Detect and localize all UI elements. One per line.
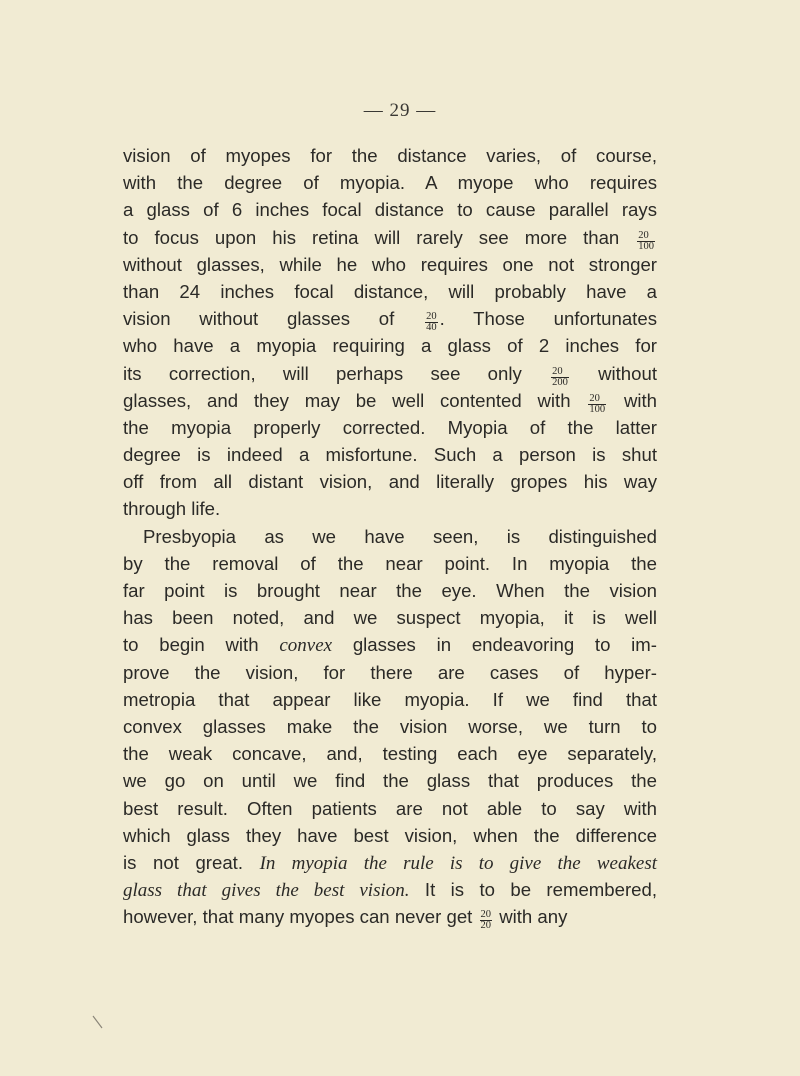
text-line: glasses, and they may be well contented with $\frac{20}{100}$ with [123,389,658,415]
fraction: $\frac{20}{100}$ [589,392,606,415]
text-line: far point is brought near the eye. When the vision [123,580,657,601]
text-line: without glasses, while he who requires one not stronger [123,253,657,275]
text-line: to begin with convex glasses in endeavoring to im- [123,634,657,657]
text-line: degree is indeed a misfortune. Such a person is shut [123,444,657,466]
text-line: who have a myopia requiring a glass of 2 inches for [123,335,657,357]
emphasis: convex [279,635,333,657]
text-line: the myopia properly corrected. Myopia of the latter [123,416,657,438]
text-line: to focus upon his retina will rarely see more than $\frac{20}{100}$ [123,226,654,252]
stray-pencil-mark [91,1014,105,1030]
text-line: we go on until we find the glass that produces the [123,770,657,792]
fraction: $\frac{20}{200}$ [552,365,568,388]
text-line: best result. Often patients are not able to say with [123,797,657,819]
text-line: which glass they have best vision, when the difference [123,824,657,846]
text-line: than 24 inches focal distance, will probably have a [123,280,657,302]
text-line: its correction, will perhaps see only $\frac{20}{200}$ without [123,362,657,388]
fraction: $\frac{20}{20}$ [480,909,492,932]
text-line: has been noted, and we suspect myopia, it is well [123,607,657,629]
body-text [123,142,657,930]
emphasis: glass that gives the best vision. [123,880,410,902]
text-line: by the removal of the near point. In myopia the [123,552,657,574]
text-line: off from all distant vision, and literally gropes his way [123,471,657,493]
text-line: metropia that appear like myopia. If we find that [123,688,657,710]
fraction: $\frac{20}{40}$ [426,311,437,334]
fraction: $\frac{20}{100}$ [638,229,654,252]
text-line: with the degree of myopia. A myope who requires [123,172,657,194]
text-line: the weak concave, and, testing each eye separately, [123,743,657,765]
text-line: Presbyopia as we have seen, is distinguished [143,525,657,547]
text-line: vision of myopes for the distance varies, of course, [123,145,657,166]
text-line: prove the vision, for there are cases of hyper- [123,661,657,683]
text-line: is not great. In myopia the rule is to give the weakest [123,851,657,874]
emphasis: In myopia the rule is to give the weakest [259,852,657,874]
text-line: through life. [123,498,221,520]
page-number: — 29 — [363,100,437,121]
text-line: glass that gives the best vision. It is to be remembered, [123,879,657,902]
text-line: a glass of 6 inches focal distance to cause parallel rays [123,199,657,221]
text-line: however, that many myopes can never get $\frac{20}{20}$ with any [123,906,568,932]
text-line: convex glasses make the vision worse, we turn to [123,715,657,737]
text-line: vision without glasses of $\frac{20}{40}$ . Those unfortunates [123,308,657,334]
